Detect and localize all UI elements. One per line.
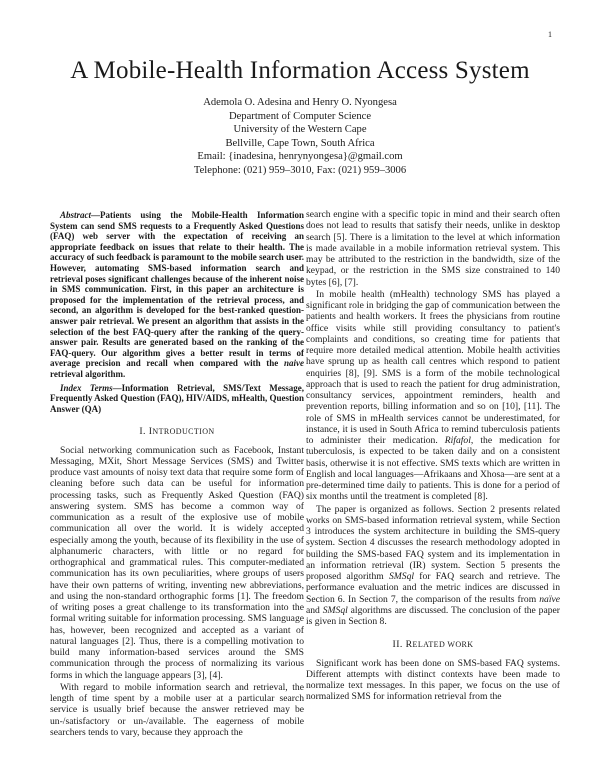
author-email: Email: {inadesina, henrynyongesa}@gmail.com [197, 151, 403, 163]
mhealth-text-start: In mobile health (mHealth) technology SMS has played a significant role in bridging the gap of communication between the patients and health workers. It frees the physicians from routine office visits while still providing consultancy to patient's complaints and conditions, so creating time for patients that require more detailed medical attention. Mobile health activities have sprung up as health call centres which respond to patient enquiries [8], [9]. SMS is a form of the mobile technological approach that is used to reach the patient for drug administration, consultancy services, appointment reminders, health and prevention reports, billing information and so on [10], [11]. The role of SMS in mHealth services cannot be underestimated, for instance, it is used in South Africa to remind tuberculosis patients to administer their medication. [306, 288, 560, 446]
intro-paragraph-continued: search engine with a specific topic in mind and their search often does not lead to results that satisfy their needs, unlike in desktop search [5]. There is a limitation to the level at which information is made available in a mobile information retrieval system. This may be attributed to the restriction in the bandwidth, size of the keypad, or the restriction in the SMS size constrained to 140 bytes [6], [7]. [306, 209, 560, 288]
section-heading-introduction [50, 426, 304, 437]
org-text-c: and [306, 604, 323, 616]
author-block [0, 96, 600, 178]
author-university: University of the Western Cape [233, 124, 367, 136]
section1-numeral: I. [139, 426, 146, 438]
organization-paragraph [306, 504, 560, 628]
org-naive: naïve [539, 593, 560, 605]
org-text-b: for FAQ search and retrieve. The performance evaluation and the metric indices are discussed in Section 6. In Section 7, the comparison of the results from [306, 571, 560, 605]
org-text-a: The paper is organized as follows. Section 2 presents related works on SMS-based information retrieval system, while Section 3 introduces the system architecture in building the SMS-query system. Section 4 discusses the research methodology adopted in building the SMS-based FAQ system and its implementation in an information retrieval (IR) system. Section 5 presents the proposed algorithm [306, 503, 560, 582]
abstract-end: retrieval algorithm. [50, 368, 126, 379]
section2-numeral: II. [392, 639, 403, 651]
index-terms-text: —Information Retrieval, SMS/Text Message, Frequently Asked Question (FAQ), HIV/AIDS, mHealth, Question Answer (QA) [50, 382, 304, 414]
intro-paragraph-2: With regard to mobile information search and retrieval, the length of time spent by a mobile user at a particular search service is usually brief because the answer retrieved may be un-/satisfactory or un-/available. The eagerness of mobile searchers tends to vary, because they approach the [50, 681, 304, 738]
index-terms-label: Index Terms [60, 382, 113, 393]
org-smsql-1: SMSql [388, 571, 415, 582]
author-location: Bellville, Cape Town, South Africa [225, 137, 375, 149]
abstract [50, 210, 304, 380]
section1-title-first: I [148, 426, 153, 438]
paper-title: A Mobile-Health Information Access System [70, 57, 530, 84]
mhealth-paragraph [306, 289, 560, 503]
author-names: Ademola O. Adesina and Henry O. Nyongesa [203, 97, 397, 108]
section2-title-first: R [405, 639, 413, 651]
section1-title-rest: NTRODUCTION [152, 427, 215, 437]
abstract-naive: naive [284, 358, 304, 369]
intro-paragraph-1: Social networking communication such as Facebook, Instant Messaging, MXit, Short Message Services (SMS) and Twitter produce vast amounts of noisy text data that require some form of cleaning before such data can be useful for information processing tasks, such as Frequently Asked Question (FAQ) answering system. SMS has become a common way of communication as a result of the explosive use of mobile communication all over the world. It is widely accepted especially among the youth, because of its flexibility in the use of alphanumeric characters, with little or no regard for orthographical and grammatical rules. This computer-mediated communication has its own peculiarities, where groups of users have their own patterns of writing, inventing new abbreviations, and using the non-standard orthographic forms [1]. The freedom of writing poses a great challenge to its transformation into the formal writing suitable for information processing. SMS language has, however, been recognized and accepted as a variant of natural languages [2]. Thus, there is a compelling motivation to build many information-based services around the SMS communication through the process of normalizing its various forms in which the language appears [3], [4]. [50, 444, 304, 681]
right-column [306, 209, 560, 703]
page-number: 1 [548, 30, 552, 39]
abstract-label: Abstract [60, 210, 92, 220]
section-heading-related-work [306, 639, 560, 650]
author-department: Department of Computer Science [228, 110, 372, 122]
section2-title-rest: ELATED WORK [412, 640, 474, 650]
mhealth-text-end: , the medication for tuberculosis, is expected to be taken daily and on a consistent basis, otherwise it is not effective. SMS texts which are written in English and local languages—Afrikaans and Xhosa—are sent at a pre-determined time daily to patients. This is done for a period of six months until the treatment is completed [8]. [306, 435, 560, 503]
drug-name: Rifafol [444, 435, 471, 446]
left-column [50, 210, 304, 738]
related-work-paragraph: Significant work has been done on SMS-based FAQ systems. Different attempts with distinct contexts have been made to normalize text messages. In this paper, we focus on the use of normalized SMS for information retrieval from the [306, 657, 560, 703]
org-smsql-2: SMSql [322, 604, 348, 616]
index-terms [50, 383, 304, 415]
author-telephone: Telephone: (021) 959–3010, Fax: (021) 959–3006 [193, 164, 407, 176]
abstract-text: —Patients using the Mobile-Health Information System can send SMS requests to a Frequently Asked Questions (FAQ) web server with the expectation of receiving an appropriate feedback on issues that relate to their health. The accuracy of such feedback is paramount to the mobile search user. However, automating SMS-based information search and retrieval poses significant challenges because of the inherent noise in SMS communication. First, in this paper an architecture is proposed for the implementation of the retrieval process, and second, an algorithm is developed for the best-ranked question-answer pair retrieval. We present an algorithm that assists in the selection of the best FAQ-query after the ranking of the query-answer pair. Results are generated based on the ranking of the FAQ-query. Our algorithm gives a better result in terms of average precision and recall when compared with the [50, 210, 304, 369]
org-text-d: algorithms are discussed. The conclusion of the paper is given in Section 8. [306, 604, 560, 627]
